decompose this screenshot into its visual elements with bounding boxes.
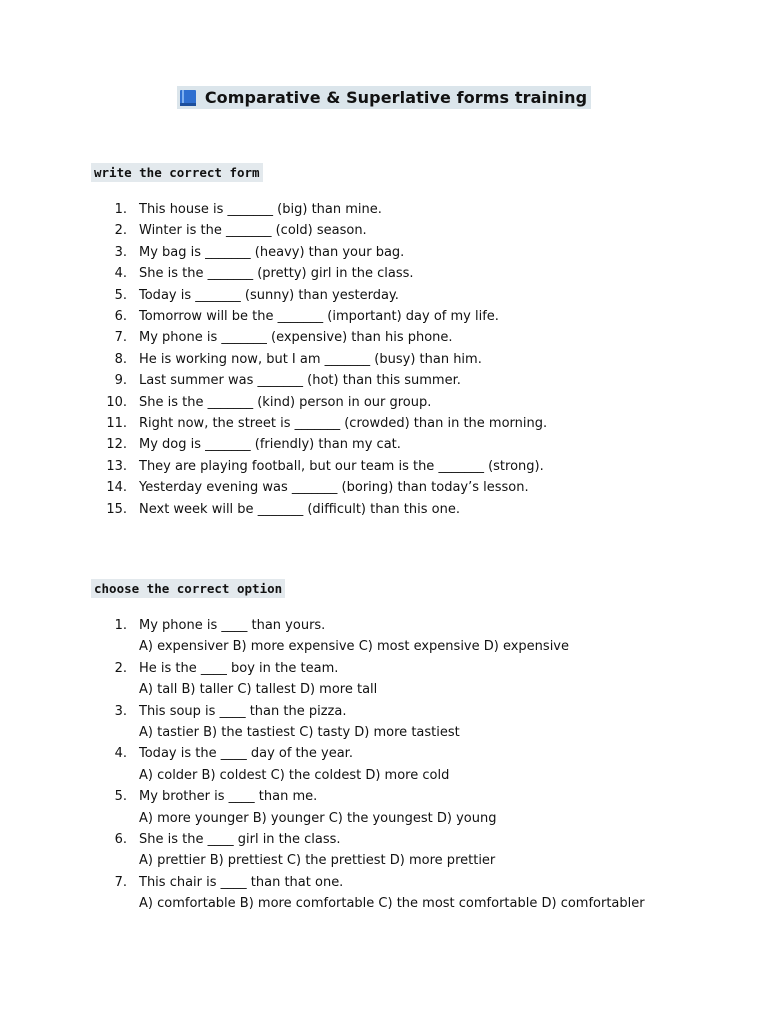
list-item [91,306,711,327]
item-options: A) tastier B) the tastiest C) tasty D) more tastiest [139,725,460,741]
item-text: Right now, the street is _______ (crowded) than in the morning. [139,416,548,432]
item-number: 4. [114,266,127,282]
item-text: Today is _______ (sunny) than yesterday. [139,287,399,303]
item-number: 11. [106,416,127,432]
list-item [91,477,711,498]
list-item [91,199,711,220]
item-question: My phone is ____ than yours. [139,618,326,633]
list-item [91,786,711,829]
section-label-write-form: write the correct form [91,163,263,182]
item-text: My phone is _______ (expensive) than his phone. [139,330,453,346]
list-item [91,499,711,520]
item-number: 6. [114,832,127,848]
item-options: A) more younger B) younger C) the youngest D) young [139,810,497,826]
item-number: 7. [114,330,127,346]
item-number: 13. [106,458,127,474]
title-wrapper [0,86,768,111]
list-item [91,370,711,391]
item-options: A) comfortable B) more comfortable C) the most comfortable D) comfortabler [139,896,645,912]
item-options: A) prettier B) prettiest C) the prettiest D) more prettier [139,853,496,869]
item-text: My dog is _______ (friendly) than my cat. [139,437,401,453]
blue-book-icon [179,89,197,107]
item-number: 3. [114,703,127,719]
item-options: A) expensiver B) more expensive C) most expensive D) expensive [139,639,569,655]
list-item [91,285,711,306]
list-item [91,349,711,370]
item-text: She is the _______ (kind) person in our group. [139,394,432,410]
item-options: A) tall B) taller C) tallest D) more tall [139,682,378,698]
item-number: 8. [114,351,127,367]
list-item [91,413,711,434]
item-text: Yesterday evening was _______ (boring) than today’s lesson. [139,480,529,496]
item-number: 6. [114,309,127,325]
item-text: Winter is the _______ (cold) season. [139,223,367,239]
item-text: My bag is _______ (heavy) than your bag. [139,244,405,260]
item-number: 3. [114,244,127,260]
item-options: A) colder B) coldest C) the coldest D) more cold [139,767,450,783]
list-item [91,327,711,348]
list-item [91,701,711,744]
item-text: Last summer was _______ (hot) than this summer. [139,373,461,389]
item-question: This soup is ____ than the pizza. [139,703,347,719]
item-text: They are playing football, but our team is the _______ (strong). [139,458,544,474]
list-item [91,263,711,284]
item-question: This chair is ____ than that one. [139,874,344,890]
list-item [91,434,711,455]
item-number: 15. [106,501,127,517]
item-text: He is working now, but I am _______ (busy) than him. [139,351,482,367]
item-number: 9. [114,373,127,389]
item-text: Next week will be _______ (difficult) than this one. [139,501,460,517]
list-item [91,658,711,701]
write-form-list [91,199,711,520]
item-number: 2. [114,660,127,676]
item-number: 10. [106,394,127,410]
item-number: 1. [114,618,127,633]
item-text: Tomorrow will be the _______ (important) day of my life. [139,309,499,325]
choose-option-list [91,615,711,915]
page-title-text: Comparative & Superlative forms training [204,88,588,107]
item-text: She is the _______ (pretty) girl in the class. [139,266,414,282]
item-question: My brother is ____ than me. [139,789,318,805]
item-number: 2. [114,223,127,239]
list-item [91,615,711,658]
list-item [91,392,711,413]
list-item [91,829,711,872]
list-item [91,872,711,915]
item-text: This house is _______ (big) than mine. [139,202,382,217]
item-question: He is the ____ boy in the team. [139,660,339,676]
list-item [91,220,711,241]
item-question: She is the ____ girl in the class. [139,832,341,848]
list-item [91,242,711,263]
list-item [91,456,711,477]
item-number: 12. [106,437,127,453]
item-number: 5. [114,789,127,805]
page-title [177,86,591,109]
item-number: 7. [114,874,127,890]
item-number: 14. [106,480,127,496]
list-item [91,743,711,786]
item-number: 1. [114,202,127,217]
item-number: 4. [114,746,127,762]
section-label-choose-option: choose the correct option [91,579,285,598]
item-number: 5. [114,287,127,303]
item-question: Today is the ____ day of the year. [139,746,353,762]
